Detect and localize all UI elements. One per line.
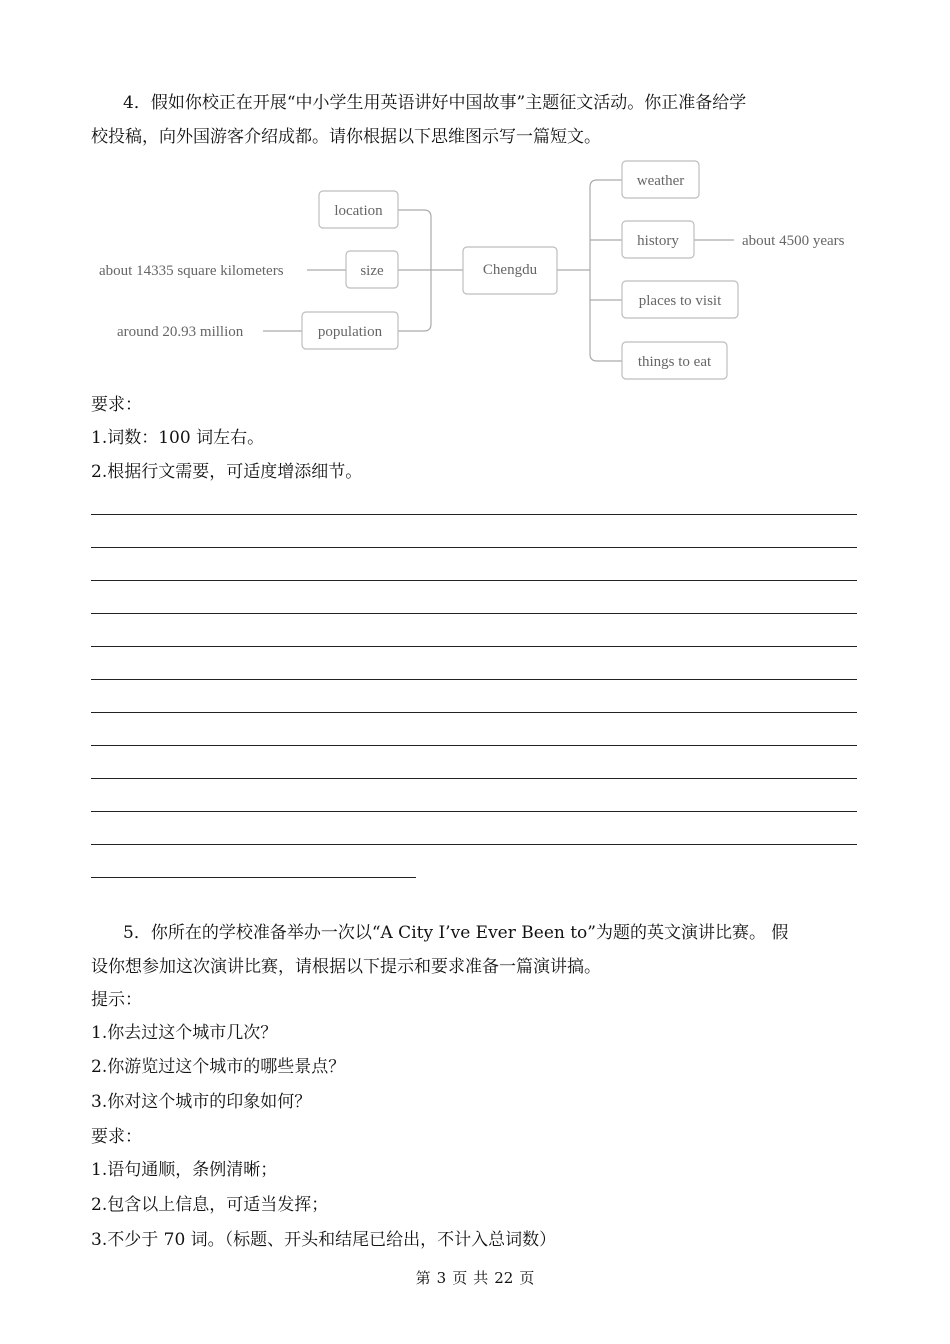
footer-ye: 页 xyxy=(452,1269,468,1287)
q5-hint-2: 2.你游览过这个城市的哪些景点？ xyxy=(91,1057,346,1077)
footer-ye2: 页 xyxy=(519,1269,535,1287)
footer-gong: 共 xyxy=(473,1269,489,1287)
node-weather-label: weather xyxy=(636,173,685,189)
node-history-label: history xyxy=(637,233,679,249)
node-things-label: things to eat xyxy=(637,354,712,370)
q5-hint-1: 1.你去过这个城市几次？ xyxy=(91,1023,278,1043)
q4-req-title: 要求： xyxy=(91,395,142,415)
answer-line[interactable] xyxy=(91,745,857,746)
footer-page-number: 3 xyxy=(436,1269,447,1287)
answer-line[interactable] xyxy=(91,811,857,812)
q4-req-2: 2.根据行文需要，可适度增添细节。 xyxy=(91,462,363,482)
q5-req-2: 2.包含以上信息，可适当发挥； xyxy=(91,1195,329,1215)
answer-line[interactable] xyxy=(91,712,857,713)
node-population-label: population xyxy=(317,324,383,340)
node-size xyxy=(346,251,398,288)
node-places-label: places to visit xyxy=(638,293,722,309)
connector-right-trunk xyxy=(590,180,622,361)
mind-map xyxy=(0,0,950,400)
answer-line[interactable] xyxy=(91,877,416,878)
node-center xyxy=(463,247,557,294)
q5-req-title: 要求： xyxy=(91,1127,142,1147)
footer-total-pages: 22 xyxy=(494,1269,514,1287)
q5-prompt-line2: 设你想参加这次演讲比赛，请根据以下提示和要求准备一篇演讲搞。 xyxy=(91,957,601,977)
footer-di: 第 xyxy=(415,1269,431,1287)
q4-prompt-line2: 校投稿，向外国游客介绍成都。请你根据以下思维图示写一篇短文。 xyxy=(91,127,601,147)
q5-hint-title: 提示： xyxy=(91,990,142,1010)
node-location xyxy=(319,191,398,228)
q5-prompt-line1: 5．你所在的学校准备举办一次以“A City I’ve Ever Been to”为题的英文演讲比赛。 假 xyxy=(123,923,789,943)
answer-line[interactable] xyxy=(91,778,857,779)
q4-req-1: 1.词数：100 词左右。 xyxy=(91,428,265,448)
answer-line[interactable] xyxy=(91,514,857,515)
node-weather xyxy=(622,161,699,198)
answer-line[interactable] xyxy=(91,547,857,548)
answer-line[interactable] xyxy=(91,580,857,581)
node-things xyxy=(622,342,727,379)
node-size-label: size xyxy=(360,263,384,279)
node-population xyxy=(302,312,398,349)
page-footer xyxy=(0,1267,950,1289)
answer-line[interactable] xyxy=(91,646,857,647)
q5-req-3: 3.不少于 70 词。（标题、开头和结尾已给出，不计入总词数） xyxy=(91,1230,557,1250)
population-detail: around 20.93 million xyxy=(117,324,244,340)
q5-req-1: 1.语句通顺，条例清晰； xyxy=(91,1160,278,1180)
answer-line[interactable] xyxy=(91,679,857,680)
size-detail: about 14335 square kilometers xyxy=(99,263,284,279)
node-history xyxy=(622,221,694,258)
history-detail: about 4500 years xyxy=(742,233,845,249)
node-location-label: location xyxy=(334,203,383,219)
answer-line[interactable] xyxy=(91,844,857,845)
q4-prompt-line1: 4．假如你校正在开展“中小学生用英语讲好中国故事”主题征文活动。你正准备给学 xyxy=(123,93,747,113)
q5-hint-3: 3.你对这个城市的印象如何？ xyxy=(91,1092,312,1112)
node-center-label: Chengdu xyxy=(482,262,538,278)
answer-line[interactable] xyxy=(91,613,857,614)
node-places xyxy=(622,281,738,318)
